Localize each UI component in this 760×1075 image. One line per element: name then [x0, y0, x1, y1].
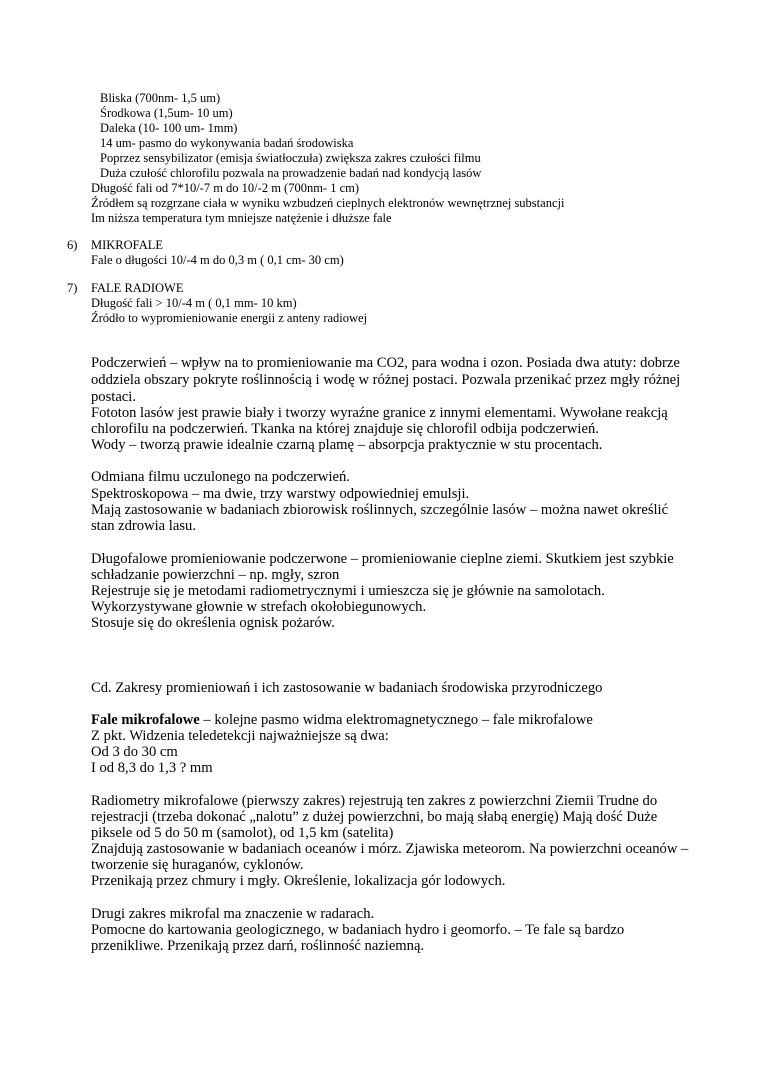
text-line: Odmiana filmu uczulonego na podczerwień. — [91, 469, 350, 485]
text-line: I od 8,3 do 1,3 ? mm — [91, 760, 213, 776]
text-line: tworzenie się huraganów, cyklonów. — [91, 857, 304, 873]
text-line: Poprzez sensybilizator (emisja światłoczuła) zwiększa zakres czułości filmu — [100, 151, 481, 165]
text-line: Wody – tworzą prawie idealnie czarną plamę – absorpcja praktycznie w stu procentach. — [91, 437, 603, 453]
text-line: postaci. — [91, 389, 136, 405]
text-line: Środkowa (1,5um- 10 um) — [100, 106, 233, 120]
text-line: Źródłem są rozgrzane ciała w wyniku wzbudzeń cieplnych elektronów wewnętrznej substancji — [91, 196, 565, 210]
text-line: Źródło to wypromieniowanie energii z anteny radiowej — [91, 311, 368, 325]
text-line: Długość fali > 10/-4 m ( 0,1 mm- 10 km) — [91, 296, 297, 310]
text-line: Spektroskopowa – ma dwie, trzy warstwy odpowiedniej emulsji. — [91, 486, 470, 502]
list-number: 7) — [67, 281, 78, 295]
text-line: Długość fali od 7*10/-7 m do 10/-2 m (700nm- 1 cm) — [91, 181, 360, 195]
text-line — [91, 712, 593, 729]
text-line: Radiometry mikrofalowe (pierwszy zakres) rejestrują ten zakres z powierzchni Ziemii Trudne do — [91, 793, 658, 809]
list-number: 6) — [67, 238, 78, 252]
bold-term: Fale mikrofalowe — [91, 712, 200, 728]
text-line: Drugi zakres mikrofal ma znaczenie w radarach. — [91, 906, 375, 922]
text-line: 14 um- pasmo do wykonywania badań środowiska — [100, 136, 354, 150]
text-line: przenikliwe. Przenikają przez darń, roślinność naziemną. — [91, 938, 425, 954]
text-line: Fale o długości 10/-4 m do 0,3 m ( 0,1 cm- 30 cm) — [91, 253, 344, 267]
section-title: MIKROFALE — [91, 238, 163, 252]
text-line: Fototon lasów jest prawie biały i tworzy wyraźne granice z innymi elementami. Wywołane reakcją — [91, 405, 668, 421]
text-line: Znajdują zastosowanie w badaniach oceanów i mórz. Zjawiska meteorom. Na powierzchni oceanów – — [91, 841, 689, 857]
text-line: Bliska (700nm- 1,5 um) — [100, 91, 221, 105]
text-line: stan zdrowia lasu. — [91, 518, 196, 534]
text-line: schładzanie powierzchni – np. mgły, szron — [91, 567, 340, 583]
text-line: Z pkt. Widzenia teledetekcji najważniejsze są dwa: — [91, 728, 389, 744]
text-line: Wykorzystywane głownie w strefach okołobiegunowych. — [91, 599, 427, 615]
text-line: rejestracji (trzeba dokonać „nalotu” z dużej powierzchni, bo mają słabą energię) Mają dość Duże — [91, 809, 658, 825]
section-title: FALE RADIOWE — [91, 281, 184, 295]
text-line: Podczerwień – wpływ na to promieniowanie ma CO2, para wodna i ozon. Posiada dwa atuty: dobrze — [91, 355, 680, 371]
text-line: Im niższa temperatura tym mniejsze natężenie i dłuższe fale — [91, 211, 392, 225]
text-line: piksele od 5 do 50 m (samolot), od 1,5 km (satelita) — [91, 825, 394, 841]
text-line: Duża czułość chlorofilu pozwala na prowadzenie badań nad kondycją lasów — [100, 166, 482, 180]
text-line: Mają zastosowanie w badaniach zbiorowisk roślinnych, szczególnie lasów – można nawet określić — [91, 502, 669, 518]
text-span: – kolejne pasmo widma elektromagnetycznego – fale mikrofalowe — [199, 712, 593, 728]
text-line: Pomocne do kartowania geologicznego, w badaniach hydro i geomorfo. – Te fale są bardzo — [91, 922, 625, 938]
section-heading: Cd. Zakresy promieniowań i ich zastosowanie w badaniach środowiska przyrodniczego — [91, 680, 603, 696]
text-line: oddziela obszary pokryte roślinnością i wodę w różnej postaci. Pozwala przenikać przez mgły różnej — [91, 372, 681, 388]
text-line: Rejestruje się je metodami radiometrycznymi i umieszcza się je głównie na samolotach. — [91, 583, 605, 599]
text-line: Od 3 do 30 cm — [91, 744, 178, 760]
text-line: Stosuje się do określenia ognisk pożarów. — [91, 615, 335, 631]
text-line: Długofalowe promieniowanie podczerwone – promieniowanie cieplne ziemi. Skutkiem jest szybkie — [91, 551, 674, 567]
text-line: Daleka (10- 100 um- 1mm) — [100, 121, 238, 135]
text-line: chlorofilu na podczerwień. Tkanka na której znajduje się chlorofil odbija podczerwień. — [91, 421, 599, 437]
text-line: Przenikają przez chmury i mgły. Określenie, lokalizacja gór lodowych. — [91, 873, 506, 889]
